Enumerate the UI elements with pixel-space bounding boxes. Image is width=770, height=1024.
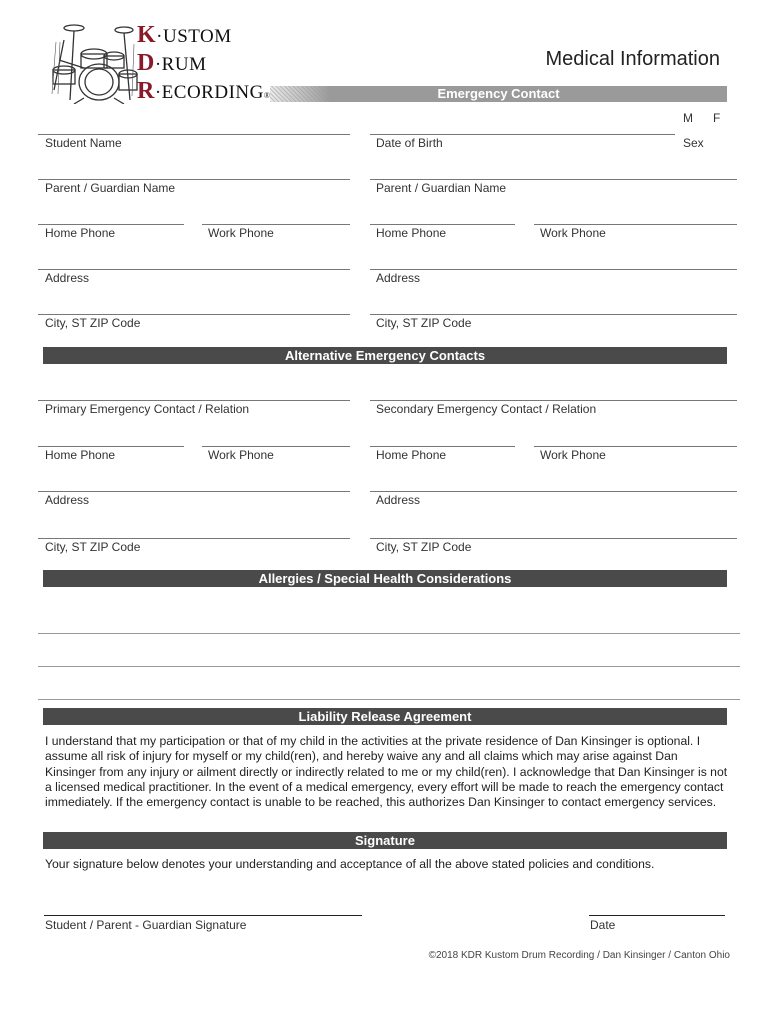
city-label-left: City, ST ZIP Code: [45, 316, 141, 330]
section-allergies: Allergies / Special Health Considerations: [43, 570, 727, 587]
page-title: Medical Information: [545, 48, 720, 70]
alt-home-phone-field-2[interactable]: [370, 446, 515, 447]
section-signature: Signature: [43, 832, 727, 849]
primary-contact-label: Primary Emergency Contact / Relation: [45, 402, 250, 416]
logo-line-recording: R·ECORDING®: [137, 78, 271, 104]
alt-work-phone-label-2: Work Phone: [540, 448, 606, 462]
signature-label: Student / Parent - Guardian Signature: [45, 918, 247, 932]
address-field-left[interactable]: [38, 269, 350, 270]
alt-work-phone-label-1: Work Phone: [208, 448, 274, 462]
home-phone-field-2[interactable]: [370, 224, 515, 225]
alt-address-field-left[interactable]: [38, 491, 350, 492]
section-liability: Liability Release Agreement: [43, 708, 727, 725]
date-label: Date: [590, 918, 616, 932]
alt-city-label-left: City, ST ZIP Code: [45, 540, 141, 554]
alt-city-field-right[interactable]: [370, 538, 737, 539]
alt-city-label-right: City, ST ZIP Code: [376, 540, 472, 554]
student-name-label: Student Name: [45, 136, 122, 150]
date-field[interactable]: [589, 915, 725, 916]
home-phone-label-2: Home Phone: [376, 226, 447, 240]
address-label-right: Address: [376, 271, 421, 285]
parent-name-field-right[interactable]: [370, 179, 737, 180]
city-label-right: City, ST ZIP Code: [376, 316, 472, 330]
section-alternative-contacts: Alternative Emergency Contacts: [43, 347, 727, 364]
city-field-left[interactable]: [38, 314, 350, 315]
alt-home-phone-label-1: Home Phone: [45, 448, 116, 462]
logo-line-kustom: K·USTOM: [137, 22, 232, 48]
city-field-right[interactable]: [370, 314, 737, 315]
alt-work-phone-field-2[interactable]: [534, 446, 737, 447]
section-emergency-contact: Emergency Contact: [270, 86, 727, 102]
alt-city-field-left[interactable]: [38, 538, 350, 539]
footer-copyright: ©2018 KDR Kustom Drum Recording / Dan Kinsinger / Canton Ohio: [428, 950, 730, 961]
home-phone-field-1[interactable]: [38, 224, 184, 225]
sex-m-option[interactable]: M: [683, 111, 693, 125]
parent-name-label-left: Parent / Guardian Name: [45, 181, 176, 195]
allergies-line-3[interactable]: [38, 699, 740, 700]
sex-f-option[interactable]: F: [713, 111, 721, 125]
date-of-birth-field[interactable]: [370, 134, 675, 135]
secondary-contact-field[interactable]: [370, 400, 737, 401]
parent-name-label-right: Parent / Guardian Name: [376, 181, 507, 195]
work-phone-field-2[interactable]: [534, 224, 737, 225]
allergies-line-2[interactable]: [38, 666, 740, 667]
alt-address-field-right[interactable]: [370, 491, 737, 492]
logo-line-drum: D·RUM: [137, 50, 207, 76]
alt-work-phone-field-1[interactable]: [202, 446, 350, 447]
logo: [40, 18, 280, 108]
address-label-left: Address: [45, 271, 90, 285]
alt-home-phone-field-1[interactable]: [38, 446, 184, 447]
alt-address-label-left: Address: [45, 493, 90, 507]
sex-label: Sex: [683, 136, 704, 150]
drum-kit-icon: [44, 20, 140, 104]
work-phone-label-1: Work Phone: [208, 226, 274, 240]
parent-name-field-left[interactable]: [38, 179, 350, 180]
primary-contact-field[interactable]: [38, 400, 350, 401]
date-of-birth-label: Date of Birth: [376, 136, 443, 150]
alt-home-phone-label-2: Home Phone: [376, 448, 447, 462]
alt-address-label-right: Address: [376, 493, 421, 507]
work-phone-label-2: Work Phone: [540, 226, 606, 240]
secondary-contact-label: Secondary Emergency Contact / Relation: [376, 402, 597, 416]
allergies-line-1[interactable]: [38, 633, 740, 634]
signature-field[interactable]: [44, 915, 362, 916]
address-field-right[interactable]: [370, 269, 737, 270]
liability-text: I understand that my participation or that of my child in the activities at the private residence of Dan Kinsinger is optional. I assume all risk of injury for myself or my child(ren), and hereby waive any and all claims which may arise against Dan Kinsinger from any injury or ailment directly or indirectly related to me or my child(ren). I acknowledge that Dan Kinsinger is not a licensed medical practitioner. In the event of a medical emergency, every effort will be made to reach the emergency contact immediately. If the emergency contact is unable to be reached, this authorizes Dan Kinsinger to contact emergency services.: [45, 734, 728, 810]
work-phone-field-1[interactable]: [202, 224, 350, 225]
signature-text: Your signature below denotes your understanding and acceptance of all the above stated policies and conditions.: [45, 857, 655, 871]
student-name-field[interactable]: [38, 134, 350, 135]
home-phone-label-1: Home Phone: [45, 226, 116, 240]
